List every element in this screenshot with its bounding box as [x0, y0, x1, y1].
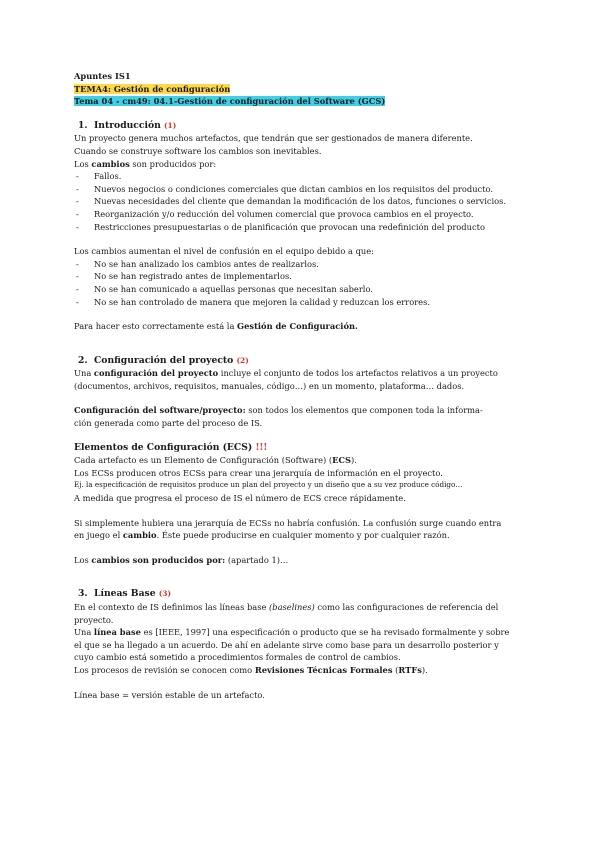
- s1-paragraph-4: Los cambios aumentan el nivel de confusión en el equipo debido a que:: [74, 246, 374, 257]
- list-item: - Nuevas necesidades del cliente que demandan la modificación de los datos, funciones o servicios.: [76, 196, 507, 207]
- s1-paragraph-1: Un proyecto genera muchos artefactos, que tendrán que ser gestionados de manera diferente.: [74, 133, 473, 144]
- subtema-heading: Tema 04 - cm49: 04.1-Gestión de configuración del Software (GCS): [74, 96, 386, 107]
- list-item: - No se han analizado los cambios antes de realizarlos.: [76, 258, 319, 269]
- section-2-ref: (2): [236, 355, 249, 365]
- list-item: - Restricciones presupuestarias o de planificación que provocan una redefinición del producto: [76, 221, 485, 232]
- causes-list: [74, 170, 530, 233]
- section-3-title: Líneas Base: [94, 588, 156, 600]
- s2-paragraph-4: Los cambios son producidos por: (apartado 1)…: [74, 554, 289, 565]
- ecs-heading: Elementos de Configuración (ECS) !!!: [74, 441, 268, 453]
- section-1-heading: 1. Introducción (1): [78, 119, 177, 131]
- section-2-title: Configuración del proyecto: [94, 354, 234, 366]
- s2-paragraph-3b: en juego el cambio. Éste puede producirse en cualquier momento y por cualquier razón.: [74, 530, 450, 541]
- ecs-alert-mark: !!!: [255, 442, 268, 453]
- s3-paragraph-1: En el contexto de IS definimos las líneas base (baselines) como las configuraciones de referencia del: [74, 602, 499, 612]
- section-3-heading: 3. Líneas Base (3): [78, 588, 172, 600]
- list-item: - Fallos.: [76, 171, 122, 182]
- s3-paragraph-4: Línea base = versión estable de un artefacto.: [74, 689, 265, 700]
- s2-paragraph-1: Una configuración del proyecto incluye el conjunto de todos los artefactos relativos a un proyecto: [74, 368, 498, 379]
- s2-paragraph-2b: ción generada como parte del proceso de IS.: [74, 418, 263, 429]
- document-page: [74, 70, 530, 701]
- ecs-line-3: Ej. la especificación de requisitos produce un plan del proyecto y un diseño que a su vez produce código…: [74, 480, 463, 490]
- s3-paragraph-3: Los procesos de revisión se conocen como Revisiones Técnicas Formales (RTFs).: [74, 664, 428, 675]
- ecs-line-2: Los ECSs producen otros ECSs para crear una jerarquía de información en el proyecto.: [74, 467, 443, 478]
- list-item: - No se han comunicado a aquellas personas que necesitan saberlo.: [76, 283, 373, 294]
- section-3-ref: (3): [158, 589, 172, 599]
- list-item: - Nuevos negocios o condiciones comerciales que dictan cambios en los requisitos del producto.: [76, 183, 494, 194]
- ecs-line-4: A medida que progresa el proceso de IS el número de ECS crece rápidamente.: [74, 493, 406, 504]
- s2-paragraph-3: Si simplemente hubiera una jerarquía de ECSs no habría confusión. La confusión surge cuando entra: [74, 517, 502, 528]
- s1-paragraph-3: Los cambios son producidos por:: [74, 158, 217, 169]
- s1-paragraph-2: Cuando se construye software los cambios son inevitables.: [74, 145, 322, 156]
- list-item: - No se han controlado de manera que mejoren la calidad y reduzcan los errores.: [76, 296, 430, 307]
- s2-paragraph-1b: (documentos, archivos, requisitos, manuales, código…) en un momento, plataforma… dados.: [74, 380, 465, 391]
- doc-title: Apuntes IS1: [74, 71, 131, 81]
- list-item: - No se han registrado antes de implementarlos.: [76, 271, 292, 282]
- section-1-ref: (1): [163, 120, 177, 130]
- s3-paragraph-2b: el que se ha llegado a un acuerdo. De ahí en adelante sirve como base para un desarrollo posterior y: [74, 639, 499, 650]
- s3-paragraph-2c: cuyo cambio está sometido a procedimientos formales de control de cambios.: [74, 652, 401, 663]
- s3-paragraph-1b: proyecto.: [74, 614, 114, 625]
- s2-paragraph-2: Configuración del software/proyecto: son todos los elementos que componen toda la informa-: [74, 405, 483, 416]
- s1-paragraph-5: Para hacer esto correctamente está la Gestión de Configuración.: [74, 321, 358, 332]
- section-2-heading: 2. Configuración del proyecto (2): [78, 354, 249, 366]
- section-1-title: Introducción: [94, 119, 161, 131]
- ecs-line-1: Cada artefacto es un Elemento de Configuración (Software) (ECS).: [74, 455, 357, 466]
- list-item: - Reorganización y/o reducción del volumen comercial que provoca cambios en el proyecto.: [76, 208, 474, 219]
- confusion-list: [74, 258, 530, 308]
- tema-heading: TEMA4: Gestión de configuración: [74, 83, 231, 94]
- s3-paragraph-2: Una línea base es [IEEE, 1997] una especificación o producto que se ha revisado formalmente y sobre: [74, 627, 510, 638]
